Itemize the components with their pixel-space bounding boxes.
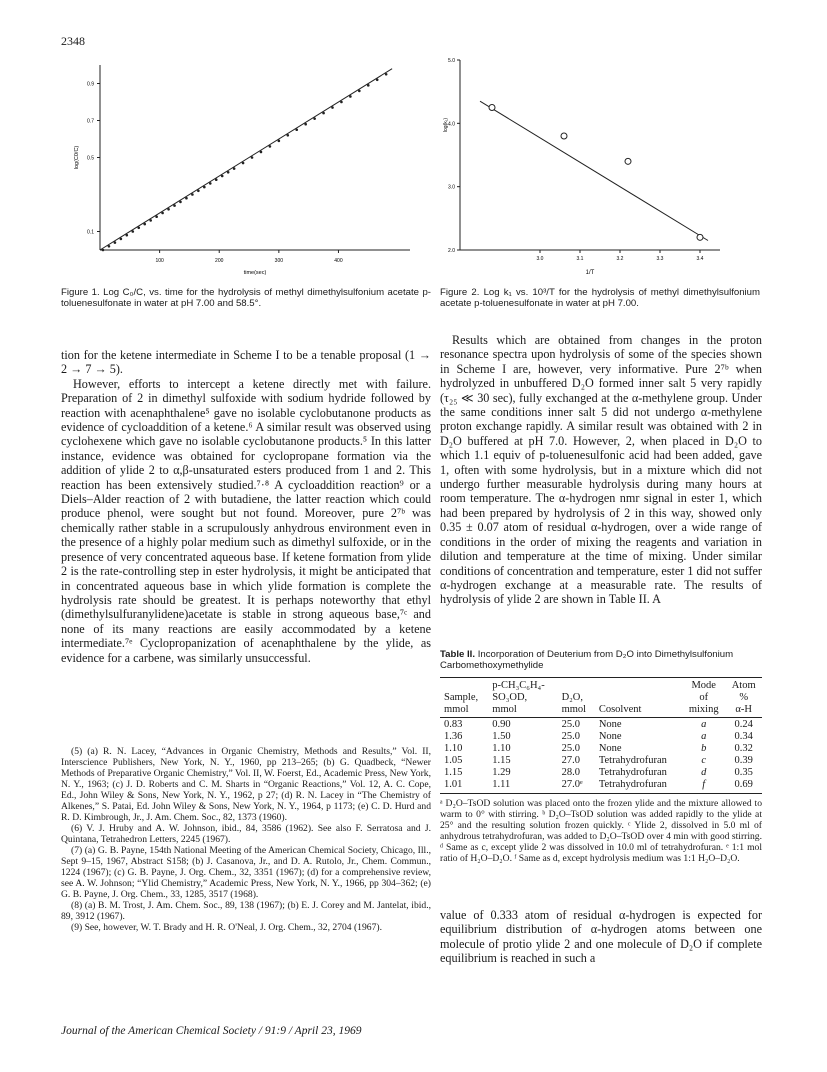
data-point [561,133,567,139]
table-cell: 0.83 [444,719,463,730]
data-point [155,215,158,218]
data-point [233,167,236,170]
table-cell: f [702,779,706,790]
reference-5: (5) (a) R. N. Lacey, “Advances in Organic Chemistry, Methods and Results,” Vol. II, Interscience Publishers, New York, N. Y., 1960, pp 213–265; (b) G. Quadbeck, “Newer Methods of Preparative Organic Chemistry,” Vol. II, W. Foerst, Ed., Academic Press, New York, N. Y., 1963; (c) J. D. Roberts and C. M. Sharts in “Organic Reactions,” Vol. 12, A. C. Cope, Ed., John Wiley & Sons, New York, N. Y., 1962, p 27; (d) R. N. Lacey in “The Chemistry of Alkenes,” S. Patai, Ed. John Wiley & Sons, New York, N. Y., 1964, p 1173; (e) C. D. Hurd and R. D. Kimbrough, Jr., J. Am. Chem. Soc., 82, 1373 (1960). [61,746,431,823]
data-point [149,219,152,222]
table-cell: 1.01 [444,779,463,790]
table-row [440,743,762,755]
col-atom: Atom % α-H [731,680,756,715]
y-tick-label: 3.0 [448,184,455,191]
table-cell: 0.35 [734,767,753,778]
figure-1-caption: Figure 1. Log C₀/C, vs. time for the hydrolysis of methyl dimethylsulfonium acetate p-toluenesulfonate in water at pH 7.00 and 58.5°. [61,287,431,310]
table-footnotes: ᵃ D₂O–TsOD solution was placed onto the frozen ylide and the mixture allowed to warm to 0° with stirring. ᵇ D₂O–TsOD solution was added rapidly to the ylide at 25° and the resulting solution frozen quickly. ᶜ Ylide 2, dissolved in 5.0 ml of anhydrous tetrahydrofuran, was added to D₂O–TsOD over 4 min with good stirring. ᵈ Same as c, except ylide 2 was dissolved in 10.0 ml of tetrahydrofuran. ᵉ 1:1 mol ratio of H₂O–D₂O. ᶠ Same as d, except hydrolysis medium was 1:1 H₂O–D₂O. [440,798,762,864]
table-cell: c [701,755,707,766]
data-point [331,106,334,109]
table-cell: 1.50 [492,731,511,742]
x-tick-label: 200 [215,258,224,264]
table-cell: 0.90 [492,719,511,730]
table-cell: 27.0 [561,755,580,766]
data-point [120,238,123,241]
data-point [221,175,224,178]
data-point [260,151,263,154]
table-cell: 1.15 [492,755,511,766]
data-point [203,186,206,189]
table-header-row [440,680,762,716]
table-cell: 1.15 [444,767,463,778]
reference-9: (9) See, however, W. T. Brady and H. R. O'Neal, J. Org. Chem., 32, 2704 (1967). [71,922,382,933]
x-tick-label: 3.3 [656,256,664,262]
table-cell: None [598,731,622,742]
table-cell: 1.11 [492,779,511,790]
data-point [209,182,212,185]
reference-7: (7) (a) G. B. Payne, 154th National Meeting of the American Chemical Society, Chicago, Ill., Sept 9–15, 1967, Abstract S158; (b) J. Casanova, Jr., and D. A. Rutolo, Jr., Chem. Commun., 1224 (1967); (c) G. B. Payne, J. Org. Chem., 32, 3351 (1967); (d) for a comprehensive review, see A. W. Johnson; “Ylid Chemistry,” Academic Press, New York, N. Y., 1966, pp 304–362; (e) G. B. Payne, J. Org. Chem., 33, 1285, 3517 (1968). [61,845,431,900]
table-cell: d [701,767,707,778]
references [61,746,431,933]
table-cell: a [701,719,707,730]
table-cell: None [598,719,622,730]
table-cell: 0.39 [734,755,753,766]
page-number: 2348 [61,34,85,48]
data-point [489,105,495,111]
data-point [126,234,129,237]
data-point [185,197,188,200]
x-tick-label: 3.0 [536,256,544,262]
table-cell: 27.0ᵉ [561,779,583,790]
fit-line [100,69,392,250]
table-cell: 1.10 [444,743,463,754]
y-tick-label: 0.5 [87,155,94,162]
data-point [385,73,388,76]
fit-line [480,101,708,240]
y-tick-label: 2.0 [448,248,455,254]
data-point [137,227,140,230]
left-column-text [61,348,431,665]
reference-8: (8) (a) B. M. Trost, J. Am. Chem. Soc., 89, 138 (1967); (b) E. J. Corey and M. Jantelat, ibid., 89, 3912 (1967). [61,900,431,922]
right-column-continuation [440,908,762,966]
data-point [173,204,176,207]
data-point [295,128,298,131]
x-tick-label: 400 [334,258,343,264]
table-cell: 0.32 [734,743,753,754]
data-point [251,156,254,159]
table-cell: 0.69 [734,779,753,790]
table-row [440,716,762,731]
data-point [108,245,111,248]
table-cell: Tetrahydrofuran [598,755,667,766]
data-point [286,134,289,137]
table-cell: 28.0 [561,767,580,778]
table-top-rule [440,677,762,678]
table-cell: a [701,731,707,742]
data-point [322,112,325,115]
table-row [440,779,762,791]
data-point [167,208,170,211]
data-point [114,241,117,244]
x-tick-label: 100 [155,258,164,264]
data-point [227,171,230,174]
data-point [215,178,218,181]
table-cell: 25.0 [561,719,580,730]
table-cell: 1.29 [492,767,511,778]
table-cell: 0.34 [734,731,753,742]
x-tick-label: 3.4 [696,256,704,262]
col-cosolvent: Cosolvent [598,704,642,715]
table-title: Incorporation of Deuterium from D₂O into Dimethylsulfonium Carbomethoxymethylide [440,649,734,671]
y-axis-label: log(C0/C) [74,145,80,170]
table-cell: b [701,743,707,754]
data-point [179,201,182,204]
table-header-rule [440,717,762,718]
x-tick-label: 3.1 [576,256,584,262]
data-point [304,123,307,126]
y-axis-label: log(k₁) [443,117,449,133]
data-point [102,249,105,252]
col-d2o: D₂O, mmol [561,692,587,715]
x-axis-label: 1/T [585,270,595,276]
data-point [197,190,200,193]
left-paragraph-2: However, efforts to intercept a ketene directly met with failure. Preparation of 2 in dimethyl sulfoxide with sodium hydride followed by reaction with acenaphthalene⁵ gave no isolable cyclobutanone products as evidence of cycloaddition of a ketene.⁶ A similar result was observed using cyclohexene which gave no isolable cyclobutanone products.⁵ In this latter instance, evidence was obtained for cyclopropane formation via the addition of ylide 2 to α,β-unsaturated esters produced from 1 and 2. This reaction has been extensively studied.⁷·⁸ A cycloaddition reaction⁹ or a Diels–Alder reaction of 2 with butadiene, the latter reaction which could produce phenol, were sought but not found. Moreover, pure 2⁷ᵇ was chemically rather stable in a scrupulously anhydrous environment even in the presence of a highly polar medium such as dimethyl sulfoxide, or in the presence of very concentrated aqueous base. If ketene formation from ylide 2 is the rate-controlling step in ester hydrolysis, it might be anticipated that in concentrated aqueous base in which ylide formation is complete the hydrolysis rate should be greatest. It is perhaps noteworthy that ethyl (dimethylsulfuranylidene)acetate is stable in strong aqueous base,⁷ᶜ and none of its many reactions are easily accommodated by a ketene intermediate.⁷ᵉ Cyclopropanization of acenaphthalene by the ylide, as evidence for a carbene, was similarly unsuccessful. [61,376,431,665]
data-point [376,79,379,82]
right-column-text [440,333,762,607]
table-2 [440,680,762,791]
data-point [269,145,272,148]
col-mode: Mode of mixing [688,680,719,715]
data-point [191,193,194,196]
right-paragraph-1: Results which are obtained from changes in the proton resonance spectra upon hydrolysis of some of the species shown in Scheme I are, however, very informative. Pure 2⁷ᵇ when hydrolyzed in unbuffered D₂O formed inner salt 5 very rapidly (τ₂₅ ≪ 30 sec), fully exchanged at the α-methylene group. Under the same conditions inner salt 5 did not undergo α-methylene proton exchange rapidly. A similar result was obtained with 2 in D₂O buffered at pH 7.0. However, 2, when placed in D₂O to which 1.1 equiv of p-toluenesulfonic acid had been added, gave 1, often with some hydrolysis, but in a mixture which did not undergo further measurable hydrolysis during many hours at room temperature. The α-hydrogen nmr signal in ester 1, which had been prepared by hydrolysis of 2 in this way, showed only 0.35 ± 0.07 atom of residual α-hydrogen, over a wide range of conditions in the order of mixing the reagents and variation in dilution and temperature at the time of mixing. Under similar conditions of concentration and temperature, ester 1 did not suffer α-hydrogen exchange at a measurable rate. The results of hydrolysis of ylide 2 are shown in Table II. A [440,333,762,607]
table-cell: 25.0 [561,743,580,754]
table-cell: 1.36 [444,731,463,742]
figure-1-chart [70,55,420,280]
table-cell: 0.24 [734,719,753,730]
y-tick-label: 5.0 [448,58,455,64]
x-axis-label: time(sec) [243,270,267,276]
figure-2-chart [440,55,740,290]
table-cell: Tetrahydrofuran [598,779,667,790]
y-tick-label: 4.0 [448,121,455,128]
data-point [161,212,164,215]
data-point [313,117,316,120]
table-label: Table II. [440,649,476,660]
data-point [349,95,352,98]
table-row [440,731,762,743]
right-paragraph-2: value of 0.333 atom of residual α-hydrogen is expected for equilibrium distribution of α-hydrogen atoms between one molecule of protio ylide 2 and one molecule of D₂O if complete equilibrium is reached in such a [440,908,762,966]
journal-footer: Journal of the American Chemical Society / 91:9 / April 23, 1969 [61,1025,362,1037]
table-row [440,767,762,779]
data-point [143,223,146,226]
table-caption [440,649,762,671]
table-cell: 25.0 [561,731,580,742]
reference-6: (6) V. J. Hruby and A. W. Johnson, ibid., 84, 3586 (1962). See also F. Serratosa and J. Quintana, Tetrahedron Letters, 2245 (1967). [61,823,431,845]
data-point [358,90,361,93]
data-point [278,140,281,143]
x-tick-label: 3.2 [616,256,624,262]
table-cell: 1.05 [444,755,463,766]
data-point [242,162,245,165]
table-cell: Tetrahydrofuran [598,767,667,778]
data-point [697,234,703,240]
col-sample: Sample, mmol [444,692,479,715]
left-paragraph-1: tion for the ketene intermediate in Scheme I to be a tenable proposal (1 → 2 → 7 → 5). [61,348,431,377]
figure-2-caption: Figure 2. Log k₁ vs. 10³/T for the hydrolysis of methyl dimethylsulfonium acetate p-toluenesulfonate in water at pH 7.00. [440,287,760,310]
y-tick-label: 0.1 [87,229,94,236]
data-point [340,101,343,104]
data-point [367,84,370,87]
table-row [440,755,762,767]
data-point [625,158,631,164]
x-tick-label: 300 [274,258,284,264]
col-acid: p-CH₃C₆H₄- SO₃OD, mmol [492,680,545,715]
table-bottom-rule [440,793,762,794]
table-cell: 1.10 [492,743,511,754]
data-point [131,230,134,233]
y-tick-label: 0.7 [87,118,94,125]
table-cell: None [598,743,622,754]
y-tick-label: 0.9 [87,81,94,88]
